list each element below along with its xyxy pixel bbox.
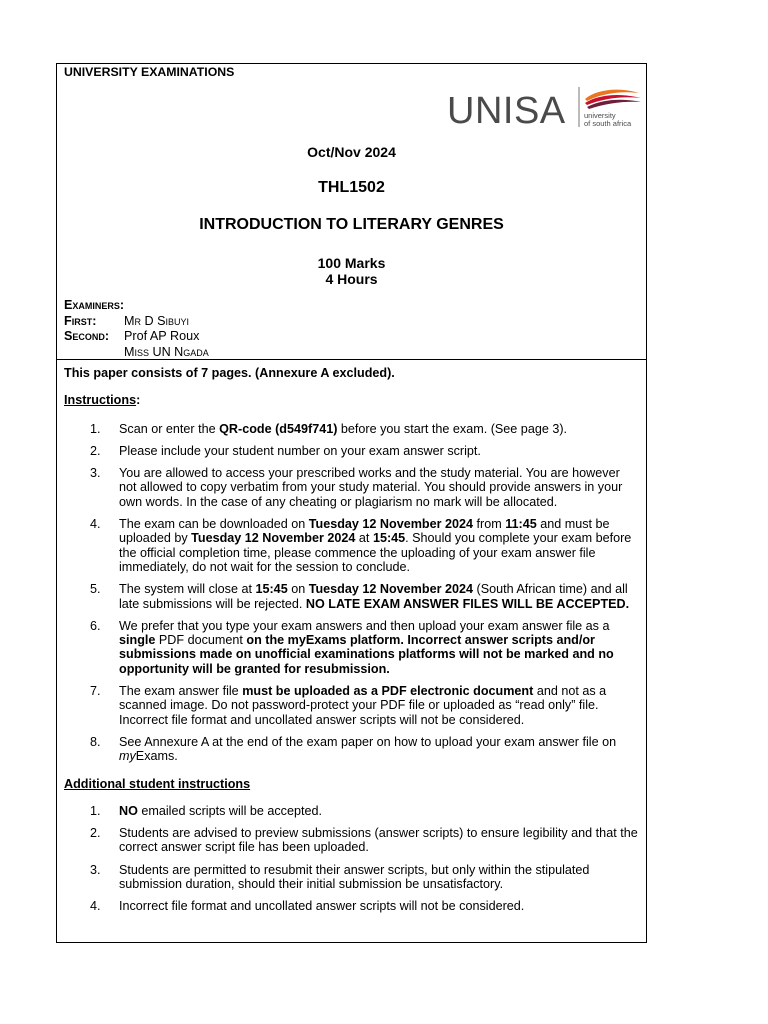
total-marks: 100 Marks [317, 255, 386, 271]
instruction-item: 7. The exam answer file must be uploaded as a PDF electronic document and not as a scanned image. Do not password-protect your PDF file or uploaded as “read only” file. Incorrect file format and uncollated answer scripts will not be considered. [90, 684, 607, 727]
instructions-body [64, 366, 640, 914]
instructions-heading: Instructions [64, 393, 137, 408]
page-count-note: This paper consists of 7 pages. (Annexure A excluded). [64, 366, 395, 380]
second-examiner-label: Second: [64, 329, 110, 343]
first-examiner-label: First: [64, 313, 97, 328]
additional-instructions-heading: Additional student instructions [64, 776, 251, 791]
instruction-item: 4. The exam can be downloaded on Tuesday 12 November 2024 from 11:45 and must be uploaded by Tuesday 12 November 2024 at 15:45. Should you complete your exam before the official completion time, please commence the uploading of your exam answer file immediately, do not wait for the session to conclude. [90, 517, 632, 574]
instruction-item: 6. We prefer that you type your exam answers and then upload your exam answer file as a single PDF document on the myExams platform. Incorrect answer scripts and/or submissions made on unofficial examinations platforms will not be marked and no opportunity will be granted for resubmission. [90, 618, 614, 676]
additional-item: 3. Students are permitted to resubmit their answer scripts, but only within the stipulated submission duration, should their initial submission be unsatisfactory. [90, 862, 590, 892]
first-examiner-name: Mr D Sibuyi [124, 313, 189, 328]
exam-date: Oct/Nov 2024 [307, 144, 396, 160]
header-section [57, 64, 646, 360]
second-examiner-name-2: Miss UN Ngada [124, 344, 209, 359]
instruction-item: 2. Please include your student number on your exam answer script. [90, 443, 481, 458]
logo-sub-1: university [584, 111, 616, 120]
unisa-logo-text: UNISA [447, 90, 566, 131]
instructions-list [64, 422, 640, 764]
instructions-heading-line: Instructions: [64, 393, 141, 408]
exam-duration: 4 Hours [325, 271, 378, 287]
instruction-item: 3. You are allowed to access your prescribed works and the study material. You are however not allowed to copy verbatim from your study material. You should provide answers in your own words. In the case of any cheating or plagiarism no mark will be allocated. [90, 466, 623, 509]
logo-sub-2: of south africa [584, 119, 632, 128]
examiners-title: Examiners: [64, 298, 125, 312]
instruction-item: 8. See Annexure A at the end of the exam paper on how to upload your exam answer file on myExams. [90, 734, 617, 764]
university-examinations-label: UNIVERSITY EXAMINATIONS [64, 65, 235, 79]
exam-cover-frame [56, 63, 647, 943]
second-examiner-name-1: Prof AP Roux [124, 329, 200, 343]
instruction-item: 5. The system will close at 15:45 on Tuesday 12 November 2024 (South African time) and all late submissions will be rejected. NO LATE EXAM ANSWER FILES WILL BE ACCEPTED. [90, 582, 630, 611]
unisa-logo [447, 85, 647, 131]
additional-item: 1. NO emailed scripts will be accepted. [90, 803, 322, 818]
additional-item: 2. Students are advised to preview submissions (answer scripts) to ensure legibility and that the correct answer script file has been uploaded. [90, 826, 638, 855]
course-title: INTRODUCTION TO LITERARY GENRES [199, 216, 504, 233]
additional-instructions-list [64, 804, 640, 914]
course-code: THL1502 [318, 179, 385, 196]
additional-item: 4. Incorrect file format and uncollated answer scripts will not be considered. [90, 899, 525, 914]
examiners-block [64, 298, 209, 360]
instruction-item: 1. Scan or enter the QR-code (d549f741) before you start the exam. (See page 3). [90, 421, 568, 436]
